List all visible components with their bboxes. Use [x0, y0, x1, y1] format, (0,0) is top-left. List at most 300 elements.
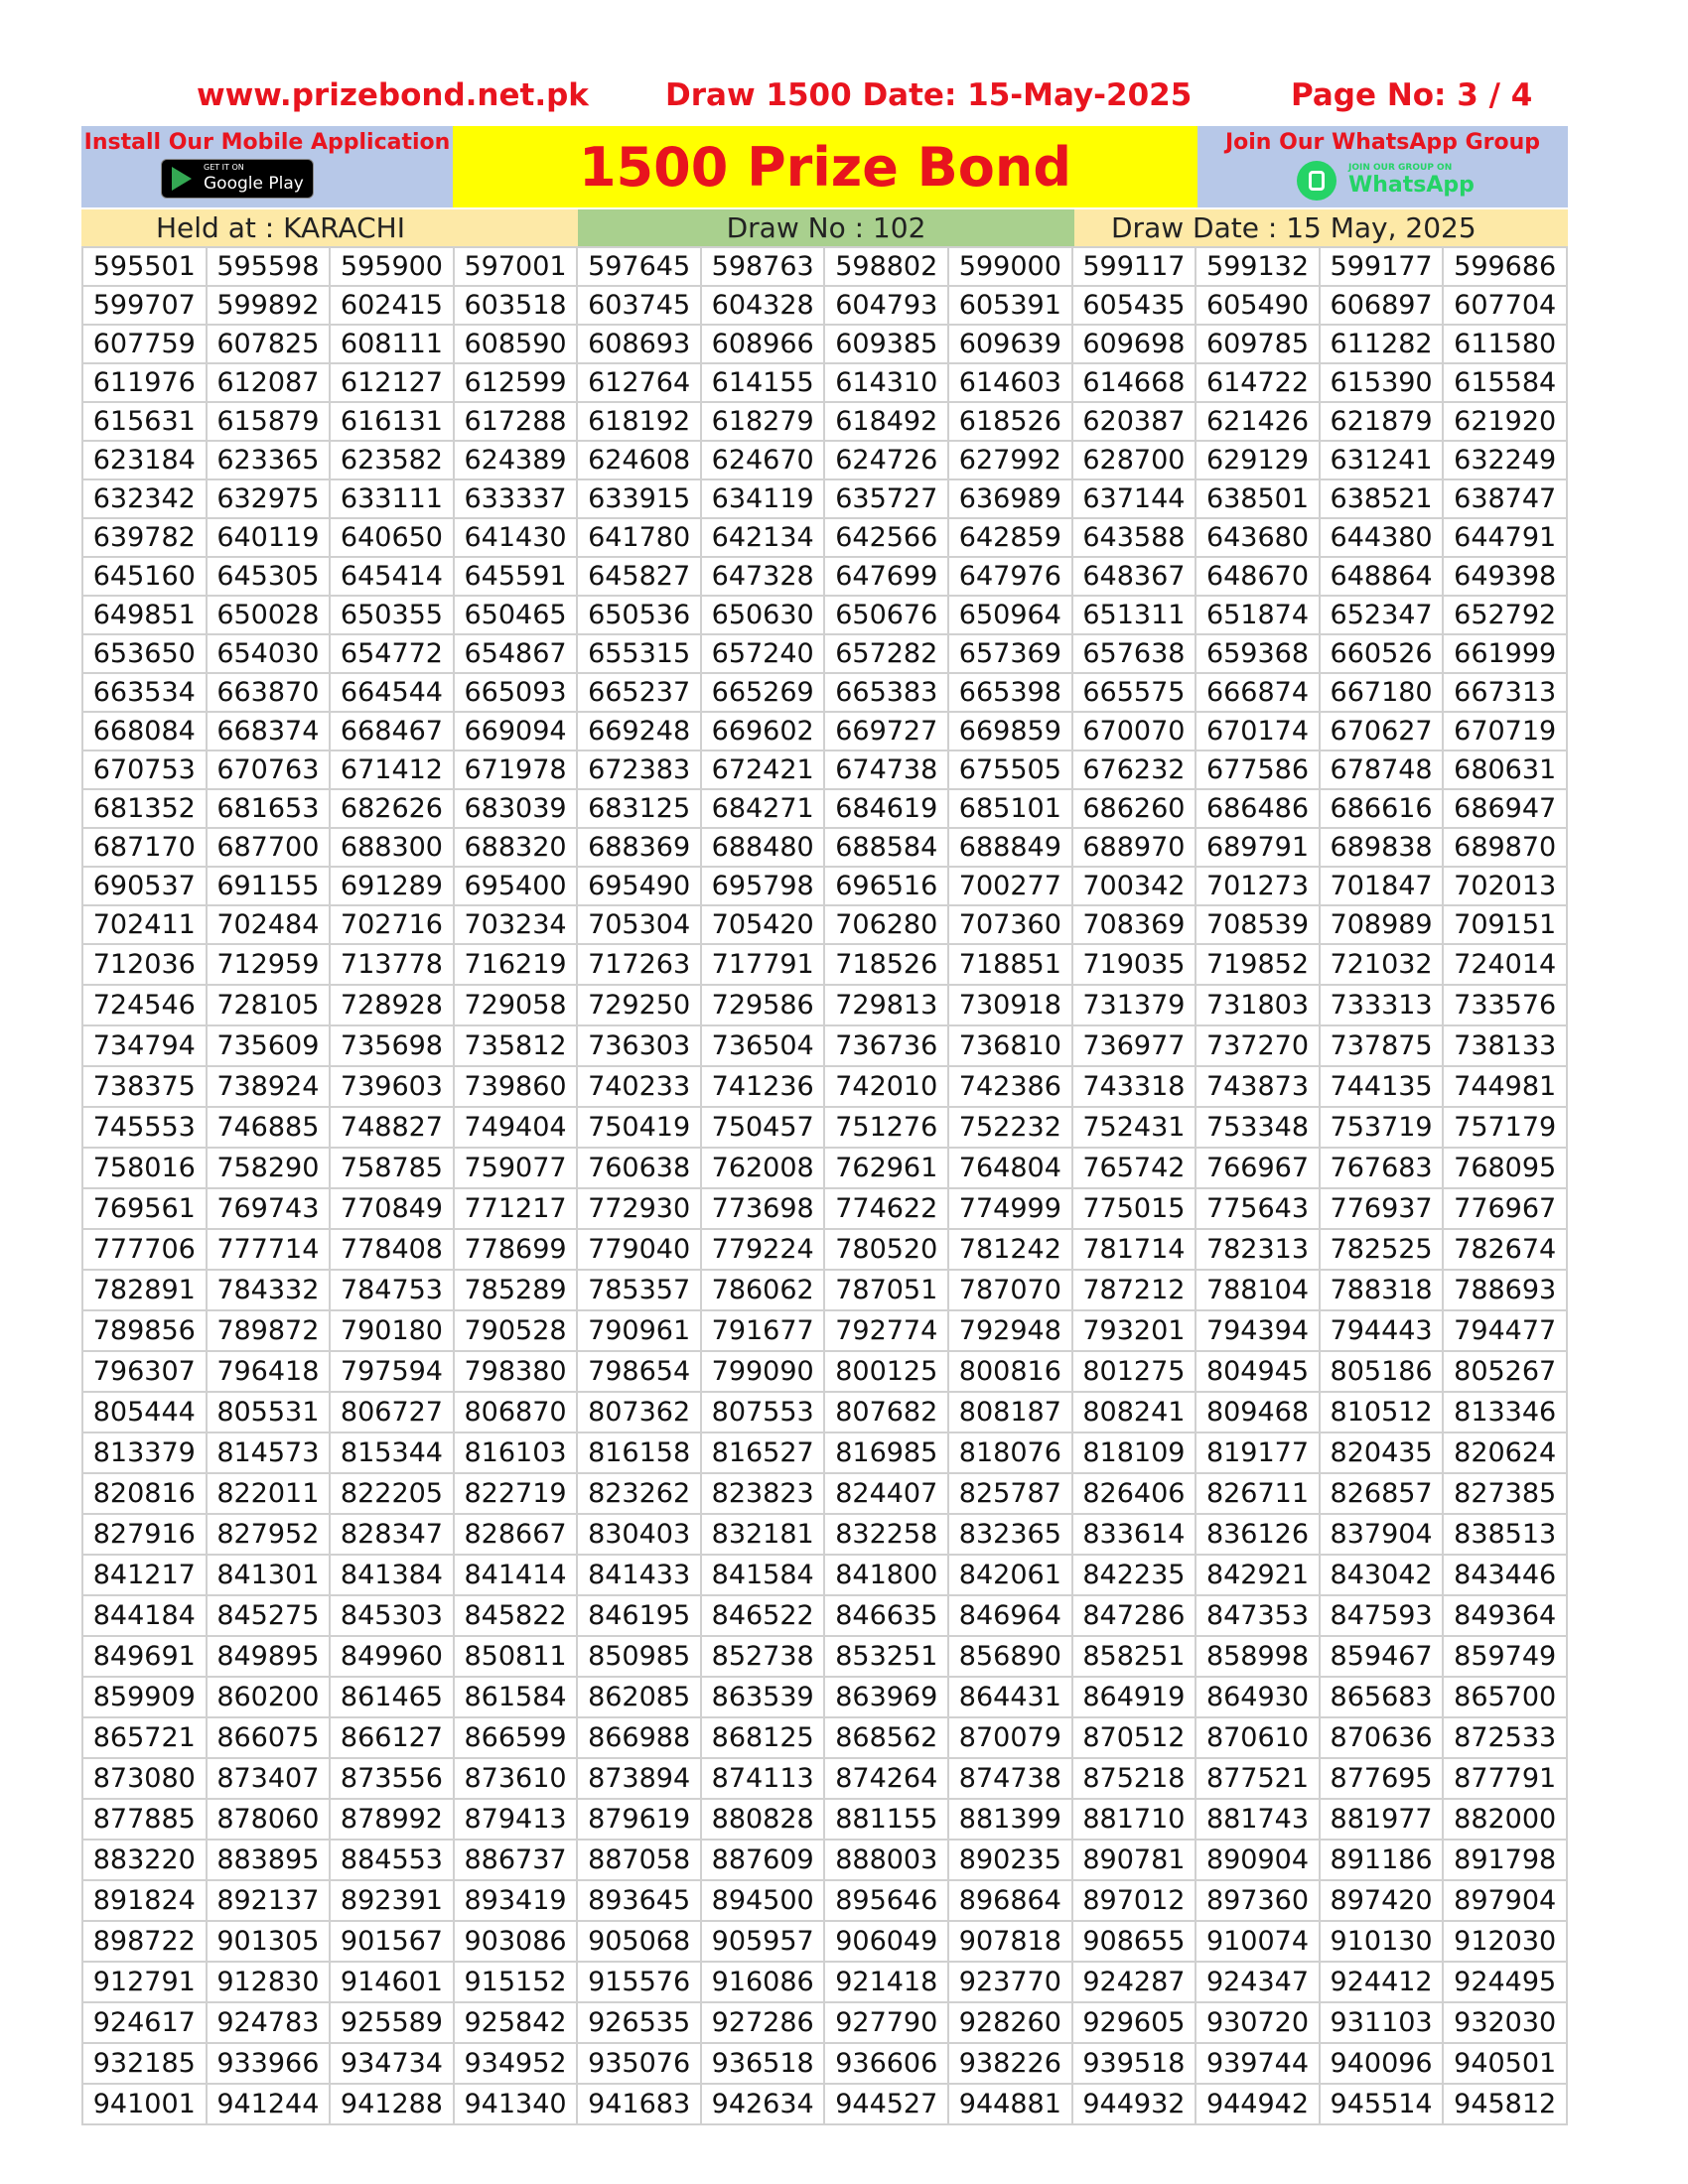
bond-number-cell: 649398 [1443, 557, 1567, 596]
website-link[interactable]: www.prizebond.net.pk [197, 77, 589, 113]
bond-number-cell: 595598 [207, 247, 331, 286]
bond-number-cell: 702411 [82, 905, 207, 944]
bond-number-cell: 819177 [1196, 1433, 1320, 1473]
bond-number-cell: 916086 [701, 1962, 825, 2002]
bond-number-cell: 642859 [948, 518, 1072, 557]
table-row [82, 1310, 1567, 1351]
join-whatsapp-label: Join Our WhatsApp Group [1224, 130, 1541, 155]
bond-number-cell: 657638 [1072, 634, 1196, 673]
bond-number-cell: 862085 [577, 1677, 701, 1717]
bond-number-cell: 769561 [82, 1188, 207, 1229]
bond-number-cell: 607825 [207, 325, 331, 363]
bond-number-cell: 654030 [207, 634, 331, 673]
bond-number-cell: 648864 [1320, 557, 1444, 596]
bond-number-cell: 633915 [577, 479, 701, 518]
bond-number-cell: 686486 [1196, 789, 1320, 828]
bond-number-cell: 738133 [1443, 1025, 1567, 1066]
table-row [82, 1799, 1567, 1840]
top-header [0, 73, 1688, 117]
bond-number-cell: 849364 [1443, 1595, 1567, 1636]
bond-number-cell: 805444 [82, 1392, 207, 1433]
bond-number-cell: 611580 [1443, 325, 1567, 363]
bond-number-cell: 781714 [1072, 1229, 1196, 1270]
bond-number-cell: 599892 [207, 286, 331, 325]
bond-number-cell: 708369 [1072, 905, 1196, 944]
bond-number-cell: 663534 [82, 673, 207, 712]
bond-number-cell: 690537 [82, 867, 207, 905]
bond-numbers-table [81, 246, 1568, 2125]
bond-number-cell: 650028 [207, 596, 331, 634]
table-row [82, 1840, 1567, 1880]
bond-number-cell: 650355 [330, 596, 454, 634]
bond-number-cell: 924287 [1072, 1962, 1196, 2002]
bond-number-cell: 881155 [824, 1799, 948, 1840]
bond-number-cell: 729058 [454, 985, 578, 1025]
bond-number-cell: 912830 [207, 1962, 331, 2002]
bond-number-cell: 638501 [1196, 479, 1320, 518]
bond-number-cell: 846195 [577, 1595, 701, 1636]
bond-number-cell: 595900 [330, 247, 454, 286]
bond-number-cell: 700277 [948, 867, 1072, 905]
bond-number-cell: 769743 [207, 1188, 331, 1229]
bond-number-cell: 844184 [82, 1595, 207, 1636]
bond-number-cell: 718526 [824, 944, 948, 985]
bond-number-cell: 861465 [330, 1677, 454, 1717]
bond-number-cell: 618279 [701, 402, 825, 441]
bond-number-cell: 633337 [454, 479, 578, 518]
bond-number-cell: 644791 [1443, 518, 1567, 557]
google-play-button[interactable] [161, 159, 314, 199]
bond-number-cell: 702013 [1443, 867, 1567, 905]
table-row [82, 441, 1567, 479]
bond-number-cell: 841433 [577, 1555, 701, 1595]
whatsapp-text: WhatsApp [1348, 173, 1475, 198]
bond-number-cell: 605490 [1196, 286, 1320, 325]
bond-number-cell: 688480 [701, 828, 825, 867]
bond-number-cell: 894500 [701, 1880, 825, 1921]
bond-number-cell: 809468 [1196, 1392, 1320, 1433]
bond-number-cell: 941244 [207, 2084, 331, 2124]
bond-number-cell: 877521 [1196, 1758, 1320, 1799]
bond-number-cell: 775643 [1196, 1188, 1320, 1229]
bond-number-cell: 598802 [824, 247, 948, 286]
bond-number-cell: 910130 [1320, 1921, 1444, 1962]
bond-number-cell: 730918 [948, 985, 1072, 1025]
bond-number-cell: 606897 [1320, 286, 1444, 325]
bond-number-cell: 934734 [330, 2043, 454, 2084]
bond-number-cell: 781242 [948, 1229, 1072, 1270]
bond-number-cell: 728928 [330, 985, 454, 1025]
bond-number-cell: 691155 [207, 867, 331, 905]
bond-number-cell: 641780 [577, 518, 701, 557]
bond-number-cell: 647328 [701, 557, 825, 596]
bond-number-cell: 604328 [701, 286, 825, 325]
table-row [82, 479, 1567, 518]
bond-number-cell: 737875 [1320, 1025, 1444, 1066]
bond-number-cell: 599686 [1443, 247, 1567, 286]
bond-number-cell: 865683 [1320, 1677, 1444, 1717]
bond-number-cell: 741236 [701, 1066, 825, 1107]
bond-number-cell: 621426 [1196, 402, 1320, 441]
bond-number-cell: 618192 [577, 402, 701, 441]
bond-number-cell: 688369 [577, 828, 701, 867]
bond-number-cell: 688300 [330, 828, 454, 867]
bond-number-cell: 815344 [330, 1433, 454, 1473]
bond-number-cell: 816158 [577, 1433, 701, 1473]
table-row [82, 1717, 1567, 1758]
bond-number-cell: 684271 [701, 789, 825, 828]
bond-number-cell: 651874 [1196, 596, 1320, 634]
bond-number-cell: 665575 [1072, 673, 1196, 712]
bond-number-cell: 768095 [1443, 1148, 1567, 1188]
table-row [82, 596, 1567, 634]
bond-number-cell: 940096 [1320, 2043, 1444, 2084]
bond-number-cell: 687700 [207, 828, 331, 867]
bond-number-cell: 847286 [1072, 1595, 1196, 1636]
table-row [82, 1962, 1567, 2002]
bond-number-cell: 650964 [948, 596, 1072, 634]
bond-number-cell: 745553 [82, 1107, 207, 1148]
bond-number-cell: 907818 [948, 1921, 1072, 1962]
bond-number-cell: 612599 [454, 363, 578, 402]
bond-number-cell: 669727 [824, 712, 948, 751]
bond-number-cell: 846522 [701, 1595, 825, 1636]
bond-number-cell: 672421 [701, 751, 825, 789]
bond-number-cell: 691289 [330, 867, 454, 905]
bond-number-cell: 683125 [577, 789, 701, 828]
table-row [82, 2043, 1567, 2084]
bond-number-cell: 640650 [330, 518, 454, 557]
bond-number-cell: 880828 [701, 1799, 825, 1840]
bond-number-cell: 665398 [948, 673, 1072, 712]
bond-number-cell: 688320 [454, 828, 578, 867]
bond-number-cell: 786062 [701, 1270, 825, 1310]
bond-number-cell: 598763 [701, 247, 825, 286]
table-row [82, 1188, 1567, 1229]
bond-number-cell: 879619 [577, 1799, 701, 1840]
bond-number-cell: 893645 [577, 1880, 701, 1921]
table-row [82, 1148, 1567, 1188]
bond-number-cell: 702484 [207, 905, 331, 944]
bond-number-cell: 729586 [701, 985, 825, 1025]
bond-number-cell: 670753 [82, 751, 207, 789]
bond-number-cell: 650676 [824, 596, 948, 634]
bond-number-cell: 823823 [701, 1473, 825, 1514]
bond-number-cell: 603518 [454, 286, 578, 325]
bond-number-cell: 915576 [577, 1962, 701, 2002]
bond-number-cell: 788104 [1196, 1270, 1320, 1310]
bond-number-cell: 887058 [577, 1840, 701, 1880]
bond-number-cell: 863539 [701, 1677, 825, 1717]
bond-number-cell: 772930 [577, 1188, 701, 1229]
bond-number-cell: 667313 [1443, 673, 1567, 712]
bond-number-cell: 614668 [1072, 363, 1196, 402]
bond-number-cell: 858251 [1072, 1636, 1196, 1677]
bond-number-cell: 827952 [207, 1514, 331, 1555]
bond-number-cell: 744135 [1320, 1066, 1444, 1107]
bond-number-cell: 753348 [1196, 1107, 1320, 1148]
bond-number-cell: 708989 [1320, 905, 1444, 944]
bond-number-cell: 826711 [1196, 1473, 1320, 1514]
bond-number-cell: 597645 [577, 247, 701, 286]
bond-number-cell: 650465 [454, 596, 578, 634]
bond-number-cell: 944932 [1072, 2084, 1196, 2124]
bond-number-cell: 660526 [1320, 634, 1444, 673]
bond-number-cell: 779040 [577, 1229, 701, 1270]
bond-number-cell: 614310 [824, 363, 948, 402]
table-row [82, 363, 1567, 402]
bond-number-cell: 609639 [948, 325, 1072, 363]
bond-number-cell: 843446 [1443, 1555, 1567, 1595]
bond-number-cell: 708539 [1196, 905, 1320, 944]
bond-number-cell: 805267 [1443, 1351, 1567, 1392]
bond-number-cell: 729250 [577, 985, 701, 1025]
bond-number-cell: 739860 [454, 1066, 578, 1107]
table-row [82, 905, 1567, 944]
bond-number-cell: 771217 [454, 1188, 578, 1229]
bond-number-cell: 785289 [454, 1270, 578, 1310]
bond-number-cell: 830403 [577, 1514, 701, 1555]
bond-number-cell: 614722 [1196, 363, 1320, 402]
bond-number-cell: 792774 [824, 1310, 948, 1351]
bond-number-cell: 881710 [1072, 1799, 1196, 1840]
bond-number-cell: 645827 [577, 557, 701, 596]
bond-number-cell: 645160 [82, 557, 207, 596]
bond-number-cell: 728105 [207, 985, 331, 1025]
bond-number-cell: 782313 [1196, 1229, 1320, 1270]
bond-number-cell: 872533 [1443, 1717, 1567, 1758]
bond-number-cell: 688849 [948, 828, 1072, 867]
bond-number-cell: 605435 [1072, 286, 1196, 325]
bond-number-cell: 827385 [1443, 1473, 1567, 1514]
table-row [82, 1514, 1567, 1555]
bond-number-cell: 797594 [330, 1351, 454, 1392]
bond-number-cell: 742010 [824, 1066, 948, 1107]
bond-number-cell: 798380 [454, 1351, 578, 1392]
bond-number-cell: 709151 [1443, 905, 1567, 944]
bond-number-cell: 736977 [1072, 1025, 1196, 1066]
bond-number-cell: 738924 [207, 1066, 331, 1107]
bond-number-cell: 924347 [1196, 1962, 1320, 2002]
bond-number-cell: 637144 [1072, 479, 1196, 518]
bond-number-cell: 778408 [330, 1229, 454, 1270]
bond-number-cell: 784753 [330, 1270, 454, 1310]
bond-number-cell: 687170 [82, 828, 207, 867]
bond-number-cell: 731379 [1072, 985, 1196, 1025]
bond-number-cell: 605391 [948, 286, 1072, 325]
bond-number-cell: 612127 [330, 363, 454, 402]
bond-number-cell: 787212 [1072, 1270, 1196, 1310]
bond-number-cell: 905068 [577, 1921, 701, 1962]
bond-number-cell: 752431 [1072, 1107, 1196, 1148]
bond-number-cell: 670719 [1443, 712, 1567, 751]
bond-number-cell: 794477 [1443, 1310, 1567, 1351]
bond-number-cell: 780520 [824, 1229, 948, 1270]
bond-number-cell: 832365 [948, 1514, 1072, 1555]
table-row [82, 712, 1567, 751]
bond-number-cell: 743873 [1196, 1066, 1320, 1107]
banner [81, 126, 1568, 207]
bond-number-cell: 873610 [454, 1758, 578, 1799]
bond-number-cell: 944881 [948, 2084, 1072, 2124]
bond-number-cell: 912030 [1443, 1921, 1567, 1962]
bond-number-cell: 925842 [454, 2002, 578, 2043]
bond-number-cell: 816527 [701, 1433, 825, 1473]
bond-number-cell: 897904 [1443, 1880, 1567, 1921]
bond-number-cell: 607759 [82, 325, 207, 363]
bond-number-cell: 897012 [1072, 1880, 1196, 1921]
bond-number-cell: 938226 [948, 2043, 1072, 2084]
bond-number-cell: 628700 [1072, 441, 1196, 479]
install-app-label: Install Our Mobile Application [83, 130, 451, 155]
google-play-icon [172, 167, 192, 191]
bond-number-cell: 665093 [454, 673, 578, 712]
bond-number-cell: 833614 [1072, 1514, 1196, 1555]
bond-number-cell: 847593 [1320, 1595, 1444, 1636]
bond-number-cell: 807682 [824, 1392, 948, 1433]
bond-number-cell: 676232 [1072, 751, 1196, 789]
bond-number-cell: 654867 [454, 634, 578, 673]
bond-number-cell: 870610 [1196, 1717, 1320, 1758]
bond-number-cell: 689870 [1443, 828, 1567, 867]
bond-number-cell: 799090 [701, 1351, 825, 1392]
bond-number-cell: 935076 [577, 2043, 701, 2084]
bond-number-cell: 718851 [948, 944, 1072, 985]
bond-number-cell: 945812 [1443, 2084, 1567, 2124]
whatsapp-icon [1297, 161, 1336, 201]
bond-number-cell: 790180 [330, 1310, 454, 1351]
bond-number-cell: 670070 [1072, 712, 1196, 751]
table-row [82, 1025, 1567, 1066]
bond-number-cell: 668084 [82, 712, 207, 751]
bond-number-cell: 933966 [207, 2043, 331, 2084]
bond-number-cell: 939744 [1196, 2043, 1320, 2084]
bond-number-cell: 810512 [1320, 1392, 1444, 1433]
bond-number-cell: 681352 [82, 789, 207, 828]
bond-number-cell: 891798 [1443, 1840, 1567, 1880]
bond-number-cell: 665237 [577, 673, 701, 712]
bond-number-cell: 877885 [82, 1799, 207, 1840]
bond-number-cell: 806727 [330, 1392, 454, 1433]
bond-number-cell: 914601 [330, 1962, 454, 2002]
bond-number-cell: 633111 [330, 479, 454, 518]
bond-number-cell: 777714 [207, 1229, 331, 1270]
bond-number-cell: 686260 [1072, 789, 1196, 828]
bond-number-cell: 859909 [82, 1677, 207, 1717]
table-row [82, 1107, 1567, 1148]
bond-number-cell: 735812 [454, 1025, 578, 1066]
bond-number-cell: 945514 [1320, 2084, 1444, 2124]
bond-number-cell: 807553 [701, 1392, 825, 1433]
bond-number-cell: 717263 [577, 944, 701, 985]
bond-number-cell: 794443 [1320, 1310, 1444, 1351]
bond-number-cell: 665269 [701, 673, 825, 712]
bond-number-cell: 686947 [1443, 789, 1567, 828]
bond-number-cell: 874738 [948, 1758, 1072, 1799]
bond-number-cell: 897420 [1320, 1880, 1444, 1921]
bond-number-cell: 841301 [207, 1555, 331, 1595]
bond-number-cell: 735609 [207, 1025, 331, 1066]
bond-number-cell: 903086 [454, 1921, 578, 1962]
bond-number-cell: 671412 [330, 751, 454, 789]
bond-number-cell: 608693 [577, 325, 701, 363]
table-row [82, 1229, 1567, 1270]
bond-number-cell: 739603 [330, 1066, 454, 1107]
bond-number-cell: 716219 [454, 944, 578, 985]
bond-number-cell: 796418 [207, 1351, 331, 1392]
bond-number-cell: 655315 [577, 634, 701, 673]
bond-number-cell: 695798 [701, 867, 825, 905]
bond-number-cell: 748827 [330, 1107, 454, 1148]
bond-number-cell: 731803 [1196, 985, 1320, 1025]
bond-number-cell: 634119 [701, 479, 825, 518]
bond-number-cell: 906049 [824, 1921, 948, 1962]
bond-number-cell: 675505 [948, 751, 1072, 789]
bond-number-cell: 827916 [82, 1514, 207, 1555]
bond-number-cell: 941001 [82, 2084, 207, 2124]
bond-number-cell: 890235 [948, 1840, 1072, 1880]
bond-number-cell: 729813 [824, 985, 948, 1025]
bond-number-cell: 758016 [82, 1148, 207, 1188]
bond-number-cell: 849895 [207, 1636, 331, 1677]
bond-number-cell: 865700 [1443, 1677, 1567, 1717]
bond-number-cell: 689791 [1196, 828, 1320, 867]
bond-number-cell: 924783 [207, 2002, 331, 2043]
bond-number-cell: 910074 [1196, 1921, 1320, 1962]
bond-number-cell: 849960 [330, 1636, 454, 1677]
bond-number-cell: 941340 [454, 2084, 578, 2124]
bond-number-cell: 778699 [454, 1229, 578, 1270]
table-row [82, 247, 1567, 286]
bond-number-cell: 767683 [1320, 1148, 1444, 1188]
bond-number-cell: 891186 [1320, 1840, 1444, 1880]
bond-number-cell: 648367 [1072, 557, 1196, 596]
bond-number-cell: 776967 [1443, 1188, 1567, 1229]
draw-number: Draw No : 102 [578, 209, 1074, 246]
bond-number-cell: 642566 [824, 518, 948, 557]
bond-number-cell: 627992 [948, 441, 1072, 479]
bond-number-cell: 635727 [824, 479, 948, 518]
bond-number-cell: 688584 [824, 828, 948, 867]
bond-number-cell: 873080 [82, 1758, 207, 1799]
bond-number-cell: 785357 [577, 1270, 701, 1310]
bond-number-cell: 828667 [454, 1514, 578, 1555]
bond-number-cell: 764804 [948, 1148, 1072, 1188]
bond-number-cell: 717791 [701, 944, 825, 985]
bond-number-cell: 787070 [948, 1270, 1072, 1310]
draw-info-bar [81, 209, 1568, 246]
whatsapp-button[interactable] [1297, 161, 1475, 201]
bond-number-cell: 842235 [1072, 1555, 1196, 1595]
bond-number-cell: 735698 [330, 1025, 454, 1066]
bond-number-cell: 749404 [454, 1107, 578, 1148]
bond-number-cell: 609385 [824, 325, 948, 363]
bond-number-cell: 770849 [330, 1188, 454, 1229]
bond-number-cell: 611976 [82, 363, 207, 402]
bond-number-cell: 929605 [1072, 2002, 1196, 2043]
bond-number-cell: 664544 [330, 673, 454, 712]
table-row [82, 2002, 1567, 2043]
bond-number-cell: 685101 [948, 789, 1072, 828]
bond-number-cell: 774622 [824, 1188, 948, 1229]
bond-number-cell: 652347 [1320, 596, 1444, 634]
bond-number-cell: 818076 [948, 1433, 1072, 1473]
bond-number-cell: 944527 [824, 2084, 948, 2124]
bond-number-cell: 866599 [454, 1717, 578, 1758]
draw-date: Draw Date : 15 May, 2025 [1074, 209, 1568, 246]
table-row [82, 1392, 1567, 1433]
bond-number-cell: 866127 [330, 1717, 454, 1758]
